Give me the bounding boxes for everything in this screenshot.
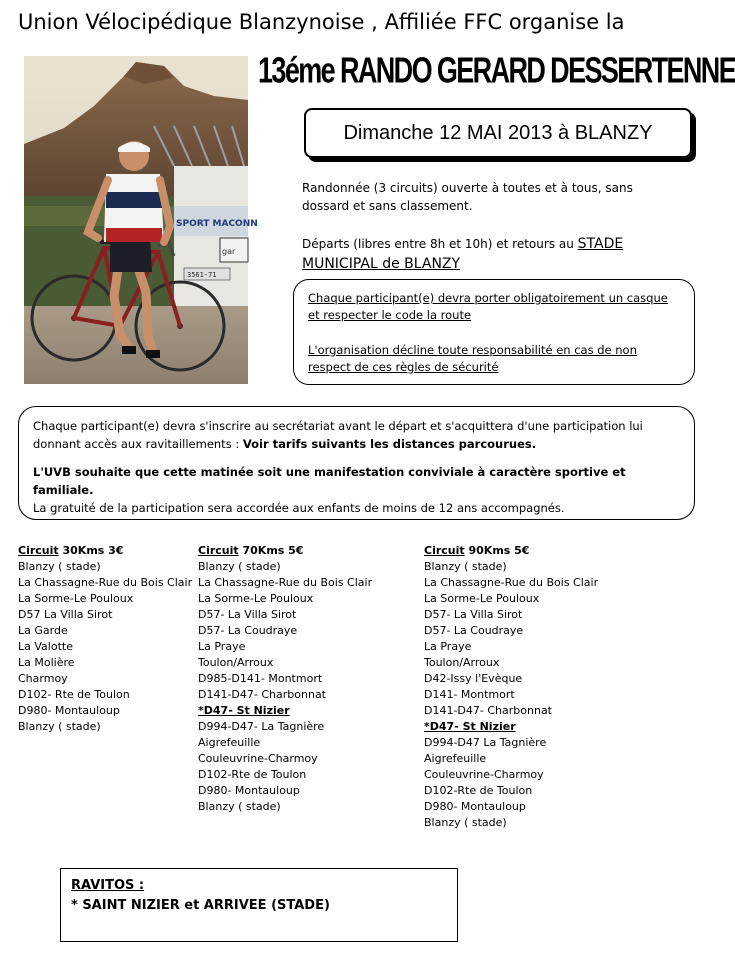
departures-text: Départs (libres entre 8h et 10h) et retours au [302,237,578,251]
organizer-line: Union Vélocipédique Blanzynoise , Affiliée FFC organise la [18,10,625,34]
route-step: D980- Montauloup [18,704,120,717]
intro-paragraph: Randonnée (3 circuits) ouverte à toutes et à tous, sans dossard et sans classement. [302,181,633,213]
refreshment-box [60,868,458,942]
route-step: Blanzy ( stade) [424,560,507,573]
route-step: D980- Montauloup [424,800,526,813]
date-box [304,108,692,158]
registration-fees-note: Voir tarifs suivants les distances parcourues. [242,437,537,451]
route-step: La Sorme-Le Pouloux [424,592,540,605]
event-title: 13éme RANDO GERARD DESSERTENNE [258,50,735,91]
route-step: La Sorme-Le Pouloux [198,592,314,605]
registration-paragraph [33,417,680,453]
registration-box [18,406,695,520]
route-step: D42-Issy l'Evèque [424,672,523,685]
route-step: Blanzy ( stade) [18,720,101,733]
route-step: Blanzy ( stade) [198,560,281,573]
convivial-wish: L'UVB souhaite que cette matinée soit une manifestation conviviale à caractère sportive et familiale. [33,465,626,497]
route-step: D57- La Villa Sirot [424,608,523,621]
route-step: La Garde [18,624,68,637]
free-children-note: La gratuité de la participation sera accordée aux enfants de moins de 12 ans accompagnés. [33,501,565,515]
route-step: Blanzy ( stade) [198,800,281,813]
circuit-column-30km [18,543,192,735]
circuit-heading: Circuit 70Kms 5€ [198,544,304,557]
route-step: La Praye [198,640,246,653]
route-step: *D47- St Nizier [198,704,290,717]
route-step: La Molière [18,656,75,669]
route-step: La Chassagne-Rue du Bois Clair [18,576,193,589]
route-step: Charmoy [18,672,68,685]
safety-disclaimer: L'organisation décline toute responsabilité en cas de non respect de ces règles de sécurité [308,343,637,374]
refreshment-points: * SAINT NIZIER et ARRIVEE (STADE) [71,898,330,913]
route-step: Couleuvrine-Charmoy [198,752,318,765]
route-step: D57 La Villa Sirot [18,608,113,621]
route-step: D57- La Coudraye [424,624,524,637]
safety-notice-box [293,279,695,385]
refreshment-title: RAVITOS : [71,878,145,893]
route-step: Toulon/Arroux [198,656,274,669]
event-date: Dimanche 12 MAI 2013 à BLANZY [343,121,653,144]
route-step: D985-D141- Montmort [198,672,323,685]
route-step: D994-D47- La Tagnière [198,720,325,733]
departures-paragraph [302,234,682,274]
route-step: D994-D47 La Tagnière [424,736,547,749]
circuit-heading: Circuit 30Kms 3€ [18,544,124,557]
safety-helmet-rule: Chaque participant(e) devra porter obligatoirement un casque et respecter le code la route [308,291,668,322]
circuit-route-list [424,559,598,831]
registration-text: Chaque participant(e) devra s'inscrire au secrétariat avant le départ et s'acquittera d'une participation lui donnant accès aux ravitaillements : [33,419,643,451]
route-step: Aigrefeuille [198,736,261,749]
route-step: Couleuvrine-Charmoy [424,768,544,781]
route-step: D141-D47- Charbonnat [198,688,326,701]
route-step: *D47- St Nizier [424,720,516,733]
route-step: La Praye [424,640,472,653]
route-step: La Valotte [18,640,73,653]
route-step: Blanzy ( stade) [424,816,507,829]
route-step: D57- La Villa Sirot [198,608,297,621]
route-step: Toulon/Arroux [424,656,500,669]
route-step: La Chassagne-Rue du Bois Clair [198,576,373,589]
departures-place: STADE MUNICIPAL de BLANZY [302,236,624,272]
cyclist-photo [24,56,258,384]
circuit-route-list [198,559,372,815]
circuit-column-90km [424,543,598,831]
route-step: D102-Rte de Toulon [198,768,307,781]
route-step: La Chassagne-Rue du Bois Clair [424,576,599,589]
cyclist-photo-illustration [24,56,258,384]
car-banner-text: SPORT MACONN [176,219,258,229]
car-plate-text: 3561-71 [187,271,217,279]
car-side-text: gar [222,247,236,256]
route-step: D102-Rte de Toulon [424,784,533,797]
circuit-column-70km [198,543,372,815]
route-step: Aigrefeuille [424,752,487,765]
route-step: D980- Montauloup [198,784,300,797]
route-step: D57- La Coudraye [198,624,298,637]
route-step: D102- Rte de Toulon [18,688,130,701]
route-step: Blanzy ( stade) [18,560,101,573]
route-step: La Sorme-Le Pouloux [18,592,134,605]
route-step: D141- Montmort [424,688,515,701]
route-step: D141-D47- Charbonnat [424,704,552,717]
circuit-heading: Circuit 90Kms 5€ [424,544,530,557]
circuit-route-list [18,559,192,735]
